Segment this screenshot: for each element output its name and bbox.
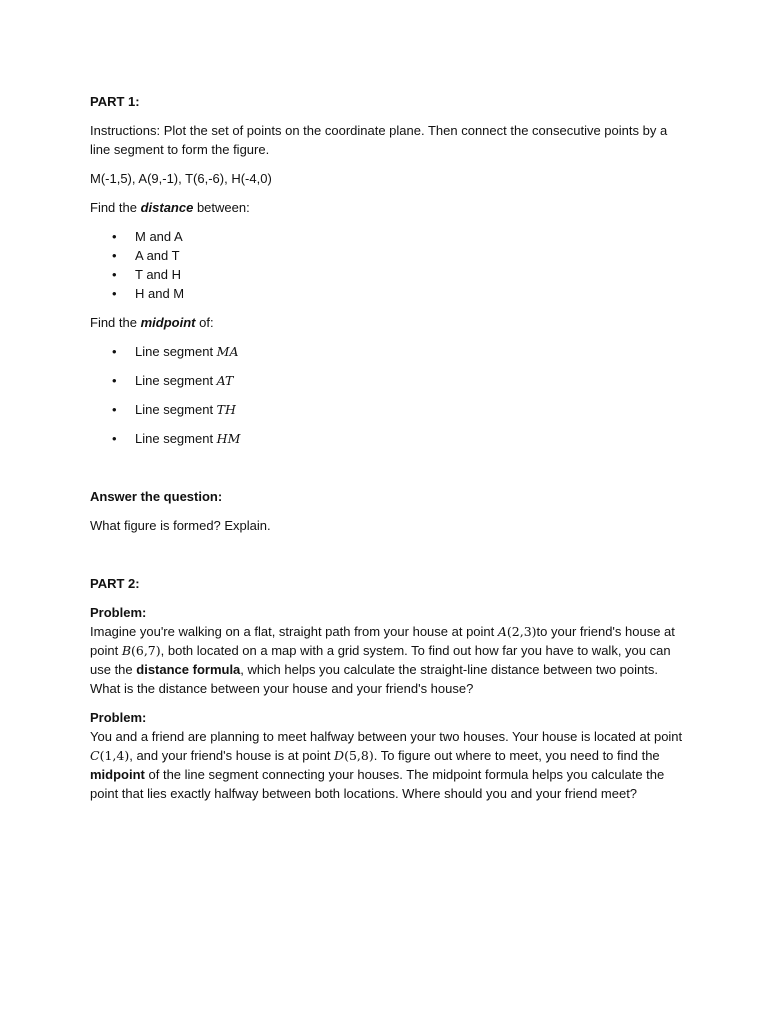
problem1-heading: Problem:: [90, 605, 147, 620]
distance-prompt: [90, 198, 690, 217]
problem2-text-part: You and a friend are planning to meet halfway between your two houses. Your house is located at point: [90, 729, 683, 744]
part2-heading: PART 2:: [90, 576, 140, 591]
point-d-coords: (5,8): [344, 748, 374, 763]
point-c-coords: (1,4): [99, 748, 130, 763]
segment-name: MA: [216, 344, 239, 359]
point-a-coords: (2,3): [506, 624, 537, 639]
point-d-label: D: [334, 748, 345, 763]
list-item: • H and M: [90, 284, 690, 303]
problem2-text-part: . To figure out where to meet, you need to find the: [373, 748, 660, 763]
list-item: [90, 342, 690, 361]
point-a-label: A: [497, 624, 507, 639]
list-item: • M and A: [90, 227, 690, 246]
midpoint-term: midpoint: [90, 767, 145, 782]
problem2-heading: Problem:: [90, 710, 147, 725]
answer-heading: Answer the question:: [90, 489, 223, 504]
list-item: • T and H: [90, 265, 690, 284]
segment-label: Line segment: [135, 373, 217, 388]
segment-name: HM: [216, 431, 241, 446]
midpoint-word: midpoint: [140, 315, 196, 330]
midpoint-prompt: [90, 313, 690, 332]
problem1-text-part: Imagine you're walking on a flat, straight path from your house at point: [90, 624, 498, 639]
list-item: [90, 371, 690, 390]
segment-label: Line segment: [135, 402, 217, 417]
points-list: M(-1,5), A(9,-1), T(6,-6), H(-4,0): [90, 171, 272, 186]
question-text: What figure is formed? Explain.: [90, 518, 271, 533]
problem2-text-part: of the line segment connecting your houses. The midpoint formula helps you calculate the point that lies exactly halfway between both locations. Where should you and your friend meet?: [90, 767, 665, 801]
problem1-text: [90, 622, 690, 698]
segment-label: Line segment: [135, 344, 217, 359]
segment-label: Line segment: [135, 431, 217, 446]
list-item: [90, 400, 690, 419]
document-page: [90, 92, 690, 803]
list-item: • A and T: [90, 246, 690, 265]
midpoint-prefix: Find the: [90, 315, 141, 330]
point-c-label: C: [90, 748, 100, 763]
distance-list: [90, 227, 690, 303]
distance-suffix: between:: [193, 200, 250, 215]
segment-name: AT: [216, 373, 234, 388]
distance-prefix: Find the: [90, 200, 141, 215]
point-b-label: B: [121, 643, 131, 658]
list-item: [90, 429, 690, 448]
problem1-text-part: , both located on a map with a grid system. To find out how far you have to walk, you can use the: [90, 643, 671, 677]
problem2-text: [90, 727, 690, 803]
segment-list: [90, 342, 690, 448]
point-b-coords: (6,7): [131, 643, 161, 658]
segment-name: TH: [216, 402, 236, 417]
problem1-text-part: , which helps you calculate the straight-line distance between two points. What is the distance between your house and your friend's house?: [90, 662, 658, 696]
problem1-text-part: to your friend's house at point: [90, 624, 675, 658]
distance-word: distance: [140, 200, 194, 215]
part1-heading: PART 1:: [90, 94, 140, 109]
problem2-text-part: , and your friend's house is at point: [129, 748, 335, 763]
distance-formula-term: distance formula: [136, 662, 241, 677]
midpoint-suffix: of:: [195, 315, 214, 330]
part1-instructions: Instructions: Plot the set of points on the coordinate plane. Then connect the consecutive points by a line segment to form the figure.: [90, 123, 668, 157]
